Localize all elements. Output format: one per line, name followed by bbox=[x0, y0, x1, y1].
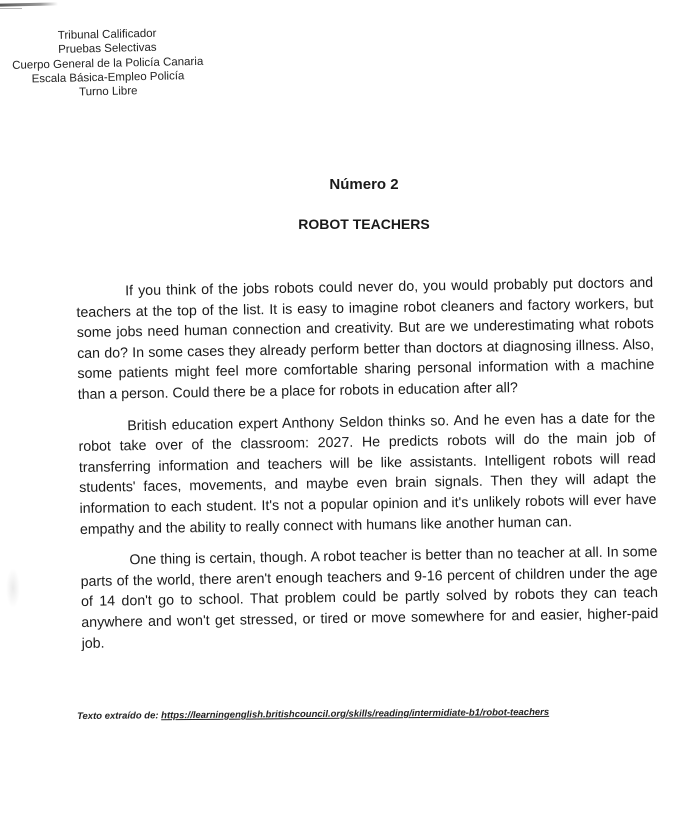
paragraph-2: British education expert Anthony Seldon thinks so. And he even has a date for the robot take over of the classroom: 2027. He predicts robots will do the main job of transferring information and teachers will be like assistants. Intelligent robots will read students' faces, movements, and maybe even brain signals. Then they will adapt the information to each student. It's not a popular opinion and it's unlikely robots will ever have empathy and the ability to really connect with humans like another human can. bbox=[78, 409, 657, 538]
institution-header bbox=[4, 26, 211, 102]
scan-edge-mark-secondary bbox=[0, 8, 22, 9]
header-line-tribunal: Tribunal Calificador bbox=[57, 27, 157, 42]
scan-smudge bbox=[6, 568, 20, 608]
source-label: Texto extraído de: bbox=[77, 710, 162, 722]
header-line-escala: Escala Básica-Empleo Policía bbox=[31, 70, 185, 86]
document-number: Número 2 bbox=[329, 176, 399, 193]
header-line-cuerpo: Cuerpo General de la Policía Canaria bbox=[12, 55, 204, 72]
header-line-pruebas: Pruebas Selectivas bbox=[58, 42, 157, 57]
article-body bbox=[76, 273, 659, 665]
scan-edge-mark bbox=[0, 2, 58, 6]
paragraph-3: One thing is certain, though. A robot teacher is better than no teacher at all. In some parts of the world, there aren't enough teachers and 9-16 percent of children under the age of 14 don't go to school. That problem could be partly solved by robots they can teach anywhere and won't get stressed, or tired or move somewhere for and easier, higher-paid job. bbox=[80, 544, 659, 652]
header-line-turno: Turno Libre bbox=[78, 85, 138, 99]
source-citation bbox=[77, 707, 549, 722]
document-title: ROBOT TEACHERS bbox=[298, 216, 430, 232]
paragraph-1: If you think of the jobs robots could never do, you would probably put doctors and teachers at the top of the list. It is easy to imagine robot cleaners and factory workers, but some jobs need human connection and creativity. But are we underestimating what robots can do? In some cases they already perform better than doctors at diagnosing illness. Also, some patients might feel more comfortable sharing personal information with a machine than a person. Could there be a place for robots in education after all? bbox=[76, 274, 655, 403]
source-link[interactable]: https://learningenglish.britishcouncil.org/skills/reading/intermidiate-b1/robot-teachers bbox=[161, 706, 550, 722]
